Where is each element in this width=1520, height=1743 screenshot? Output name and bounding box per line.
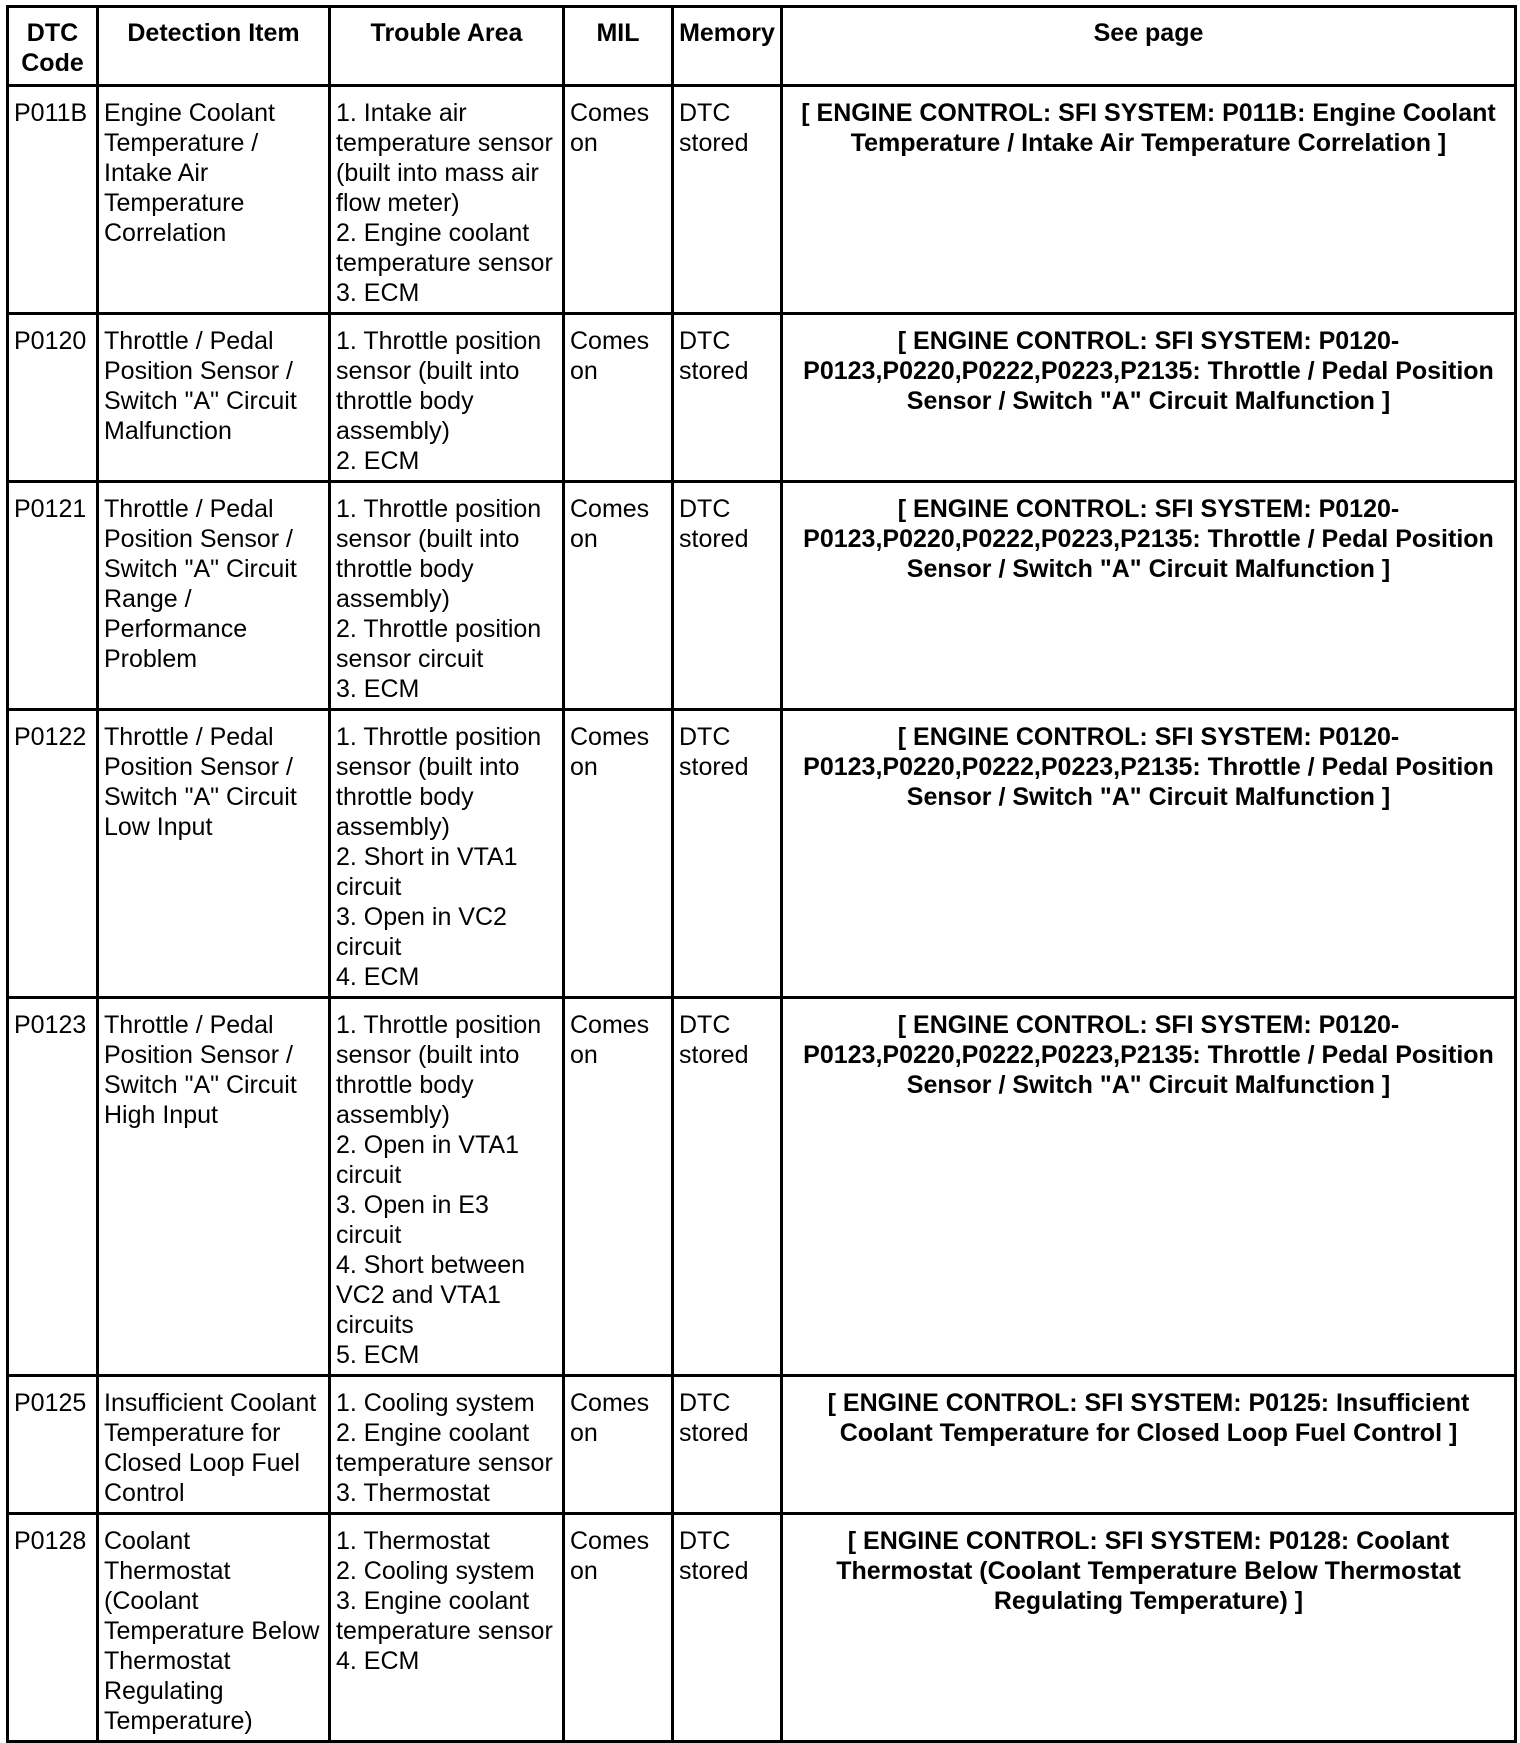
trouble-area-entry: 2. Cooling system [336, 1557, 535, 1585]
dtc-table [6, 5, 1517, 1743]
trouble-area-entry: 2. Short in VTA1 circuit [336, 843, 518, 901]
see-page-cell: [ ENGINE CONTROL: SFI SYSTEM: P0120-P0123,P0220,P0222,P0223,P2135: Throttle / Pedal Position Sensor / Switch "A" Circuit Malfunction ] [782, 482, 1516, 710]
trouble-area-entry: 1. Thermostat [336, 1527, 490, 1555]
trouble-area-cell [330, 86, 564, 314]
trouble-area-entry: 1. Throttle position sensor (built into throttle body assembly) [336, 1011, 542, 1129]
trouble-area-entry: 3. Open in VC2 circuit [336, 903, 507, 961]
header-trouble-area: Trouble Area [330, 7, 564, 86]
table-row [8, 314, 1516, 482]
header-dtc-code [8, 7, 98, 86]
memory-cell: DTC stored [673, 482, 782, 710]
mil-cell: Comes on [564, 1376, 673, 1514]
dtc-code-cell: P0125 [8, 1376, 98, 1514]
dtc-code-cell: P0121 [8, 482, 98, 710]
dtc-document [6, 5, 1514, 1743]
detection-item-cell: Coolant Thermostat (Coolant Temperature Below Thermostat Regulating Temperature) [98, 1514, 330, 1742]
trouble-area-cell [330, 1376, 564, 1514]
trouble-area-entry: 3. Open in E3 circuit [336, 1191, 489, 1249]
trouble-area-entry: 4. ECM [336, 1647, 420, 1675]
memory-cell: DTC stored [673, 86, 782, 314]
memory-cell: DTC stored [673, 998, 782, 1376]
memory-cell: DTC stored [673, 1376, 782, 1514]
trouble-area-entry: 1. Throttle position sensor (built into throttle body assembly) [336, 495, 542, 613]
see-page-cell: [ ENGINE CONTROL: SFI SYSTEM: P0120-P0123,P0220,P0222,P0223,P2135: Throttle / Pedal Position Sensor / Switch "A" Circuit Malfunction ] [782, 710, 1516, 998]
trouble-area-entry: 2. Open in VTA1 circuit [336, 1131, 519, 1189]
header-memory: Memory [673, 7, 782, 86]
trouble-area-entry: 2. Throttle position sensor circuit [336, 615, 542, 673]
trouble-area-cell [330, 482, 564, 710]
trouble-area-entry: 2. Engine coolant temperature sensor [336, 219, 553, 277]
header-detection-item: Detection Item [98, 7, 330, 86]
trouble-area-entry: 3. Thermostat [336, 1479, 490, 1507]
table-row [8, 710, 1516, 998]
dtc-code-cell: P0128 [8, 1514, 98, 1742]
trouble-area-entry: 4. Short between VC2 and VTA1 circuits [336, 1251, 526, 1339]
table-row [8, 998, 1516, 1376]
trouble-area-entry: 4. ECM [336, 963, 420, 991]
mil-cell: Comes on [564, 1514, 673, 1742]
mil-cell: Comes on [564, 86, 673, 314]
dtc-code-cell: P0122 [8, 710, 98, 998]
trouble-area-cell [330, 710, 564, 998]
mil-cell: Comes on [564, 482, 673, 710]
header-dtc-code-line: Code [21, 49, 84, 77]
detection-item-cell: Throttle / Pedal Position Sensor / Switch "A" Circuit High Input [98, 998, 330, 1376]
trouble-area-entry: 2. ECM [336, 447, 420, 475]
see-page-cell: [ ENGINE CONTROL: SFI SYSTEM: P0120-P0123,P0220,P0222,P0223,P2135: Throttle / Pedal Position Sensor / Switch "A" Circuit Malfunction ] [782, 314, 1516, 482]
trouble-area-entry: 1. Throttle position sensor (built into throttle body assembly) [336, 723, 542, 841]
memory-cell: DTC stored [673, 314, 782, 482]
header-mil: MIL [564, 7, 673, 86]
detection-item-cell: Insufficient Coolant Temperature for Closed Loop Fuel Control [98, 1376, 330, 1514]
trouble-area-entry: 1. Intake air temperature sensor (built into mass air flow meter) [336, 99, 553, 217]
table-row [8, 86, 1516, 314]
trouble-area-cell [330, 1514, 564, 1742]
table-row [8, 1514, 1516, 1742]
detection-item-cell: Engine Coolant Temperature / Intake Air Temperature Correlation [98, 86, 330, 314]
mil-cell: Comes on [564, 314, 673, 482]
trouble-area-entry: 1. Throttle position sensor (built into throttle body assembly) [336, 327, 542, 445]
see-page-cell: [ ENGINE CONTROL: SFI SYSTEM: P011B: Engine Coolant Temperature / Intake Air Temperature Correlation ] [782, 86, 1516, 314]
dtc-table-header [8, 7, 1516, 86]
trouble-area-entry: 3. ECM [336, 675, 420, 703]
dtc-code-cell: P0120 [8, 314, 98, 482]
see-page-cell: [ ENGINE CONTROL: SFI SYSTEM: P0125: Insufficient Coolant Temperature for Closed Loop Fuel Control ] [782, 1376, 1516, 1514]
dtc-code-cell: P0123 [8, 998, 98, 1376]
dtc-table-body [8, 86, 1516, 1742]
mil-cell: Comes on [564, 998, 673, 1376]
trouble-area-cell [330, 998, 564, 1376]
header-see-page: See page [782, 7, 1516, 86]
trouble-area-cell [330, 314, 564, 482]
trouble-area-entry: 2. Engine coolant temperature sensor [336, 1419, 553, 1477]
detection-item-cell: Throttle / Pedal Position Sensor / Switch "A" Circuit Low Input [98, 710, 330, 998]
detection-item-cell: Throttle / Pedal Position Sensor / Switch "A" Circuit Range / Performance Problem [98, 482, 330, 710]
table-row [8, 482, 1516, 710]
see-page-cell: [ ENGINE CONTROL: SFI SYSTEM: P0120-P0123,P0220,P0222,P0223,P2135: Throttle / Pedal Position Sensor / Switch "A" Circuit Malfunction ] [782, 998, 1516, 1376]
memory-cell: DTC stored [673, 710, 782, 998]
header-dtc-code-line: DTC [26, 19, 79, 47]
header-row [8, 7, 1516, 86]
memory-cell: DTC stored [673, 1514, 782, 1742]
dtc-code-cell: P011B [8, 86, 98, 314]
trouble-area-entry: 1. Cooling system [336, 1389, 535, 1417]
mil-cell: Comes on [564, 710, 673, 998]
trouble-area-entry: 3. Engine coolant temperature sensor [336, 1587, 553, 1645]
detection-item-cell: Throttle / Pedal Position Sensor / Switch "A" Circuit Malfunction [98, 314, 330, 482]
trouble-area-entry: 3. ECM [336, 279, 420, 307]
trouble-area-entry: 5. ECM [336, 1341, 420, 1369]
see-page-cell: [ ENGINE CONTROL: SFI SYSTEM: P0128: Coolant Thermostat (Coolant Temperature Below Thermostat Regulating Temperature) ] [782, 1514, 1516, 1742]
table-row [8, 1376, 1516, 1514]
